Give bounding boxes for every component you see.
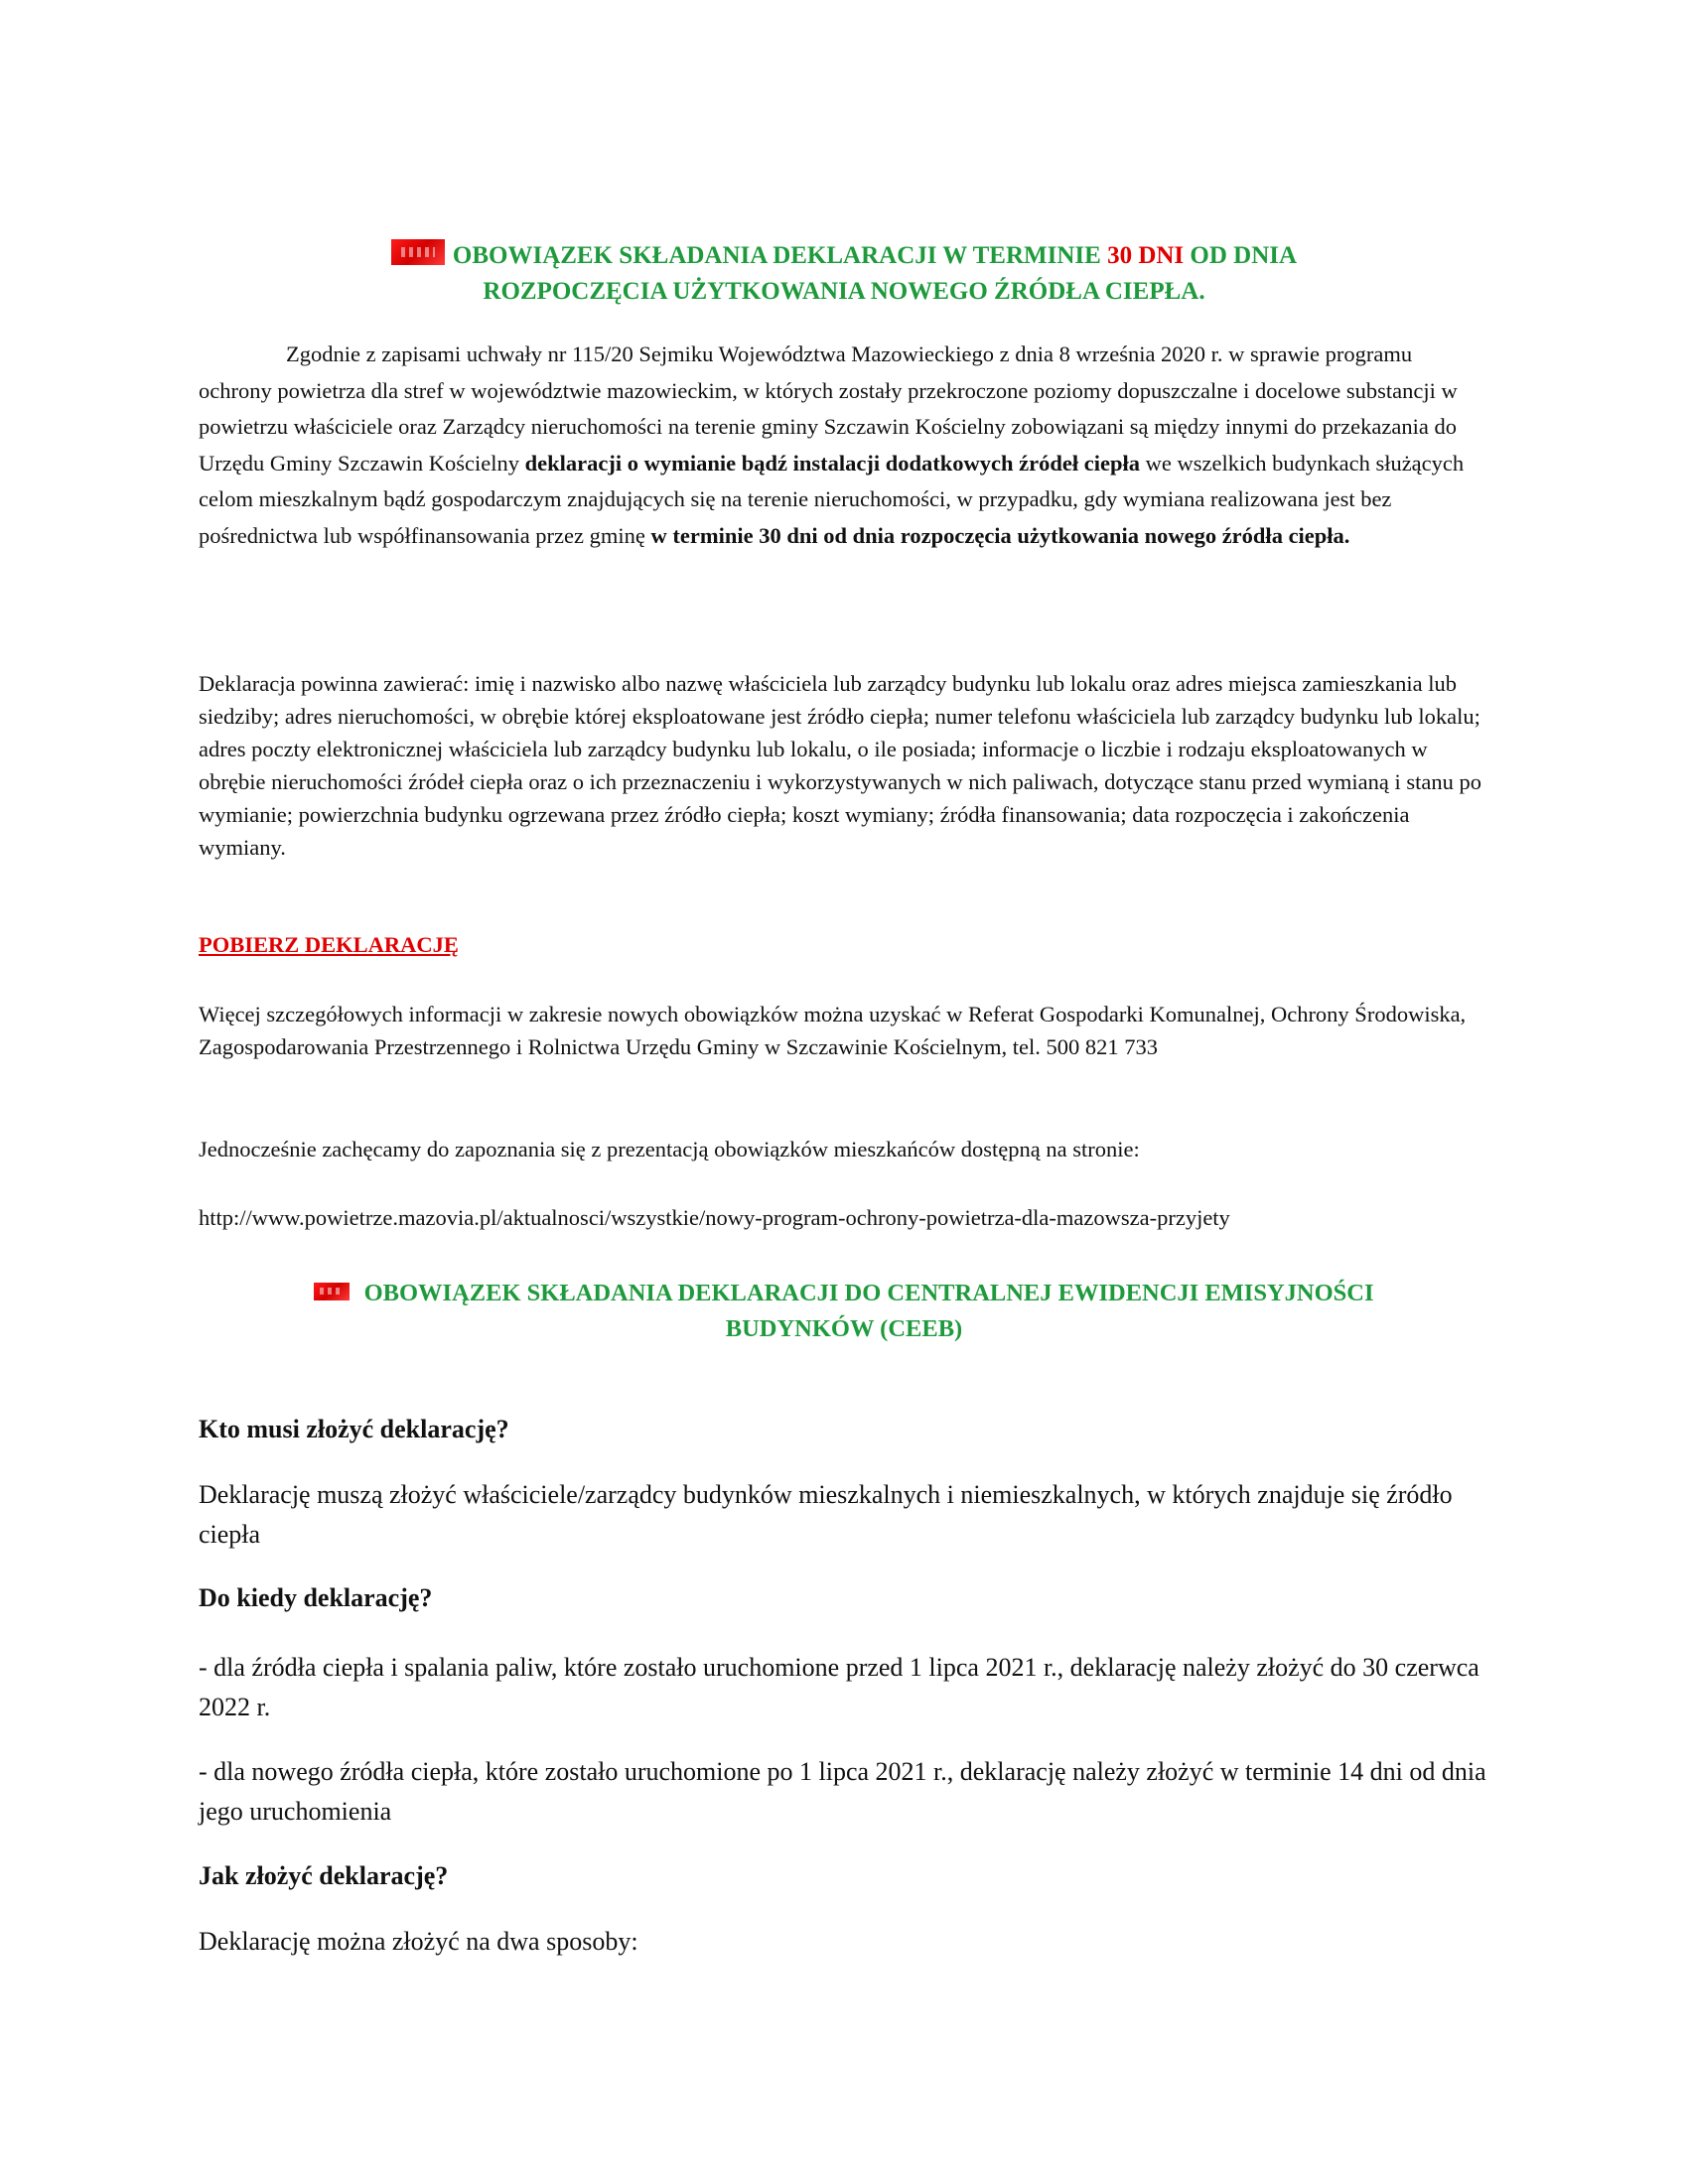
faq-answer: Deklarację można złożyć na dwa sposoby: — [199, 1927, 638, 1956]
intro-bold-2: w terminie 30 dni od dnia rozpoczęcia użytkowania nowego źródła ciepła. — [650, 522, 1350, 548]
intro-bold-1: deklaracji o wymianie bądź instalacji dodatkowych źródeł ciepła — [524, 450, 1141, 476]
heading-30-days-highlight: 30 DNI — [1107, 242, 1185, 269]
heading-30-days-line2: ROZPOCZĘCIA UŻYTKOWANIA NOWEGO ŹRÓDŁA CIEPŁA. — [483, 278, 1205, 305]
faq-question: Do kiedy deklarację? — [199, 1583, 433, 1612]
faq-question: Kto musi złożyć deklarację? — [199, 1415, 509, 1443]
heading-ceeb-line1: OBOWIĄZEK SKŁADANIA DEKLARACJI DO CENTRALNEJ EWIDENCJI EMISYJNOŚCI — [363, 1280, 1374, 1306]
polish-flag-icon — [314, 1283, 350, 1300]
presentation-url[interactable]: http://www.powietrze.mazovia.pl/aktualnosci/wszystkie/nowy-program-ochrony-powietrza-dla-mazowsza-przyjety — [199, 1205, 1230, 1230]
faq-answer: - dla nowego źródła ciepła, które zostało uruchomione po 1 lipca 2021 r., deklarację należy złożyć w terminie 14 dni od dnia jego uruchomienia — [199, 1757, 1486, 1826]
intro-text-1: Zgodnie z zapisami uchwały nr 115/20 Sejmiku Województwa Mazowieckiego z dnia 8 września 2020 r. w sprawie programu ochrony powietrza dla stref w województwie mazowieckim, w których zostały przekroczone poziomy dopuszczalne i docelowe substancji w powietrzu właściciele oraz Zarządcy nieruchomości na terenie gminy Szczawin Kościelny zobowiązani są między innymi do przekazania do Urzędu Gminy Szczawin Kościelny — [199, 341, 1458, 476]
download-declaration-link[interactable]: POBIERZ DEKLARACJĘ — [199, 932, 459, 957]
polish-flag-icon — [391, 239, 445, 265]
intro-paragraph — [199, 337, 1489, 554]
intro-text-2: we wszelkich budynkach służących celom mieszkalnym bądź gospodarczym znajdujących się na terenie nieruchomości, w przypadku, gdy wymiana realizowana jest bez pośrednictwa lub współfinansowania przez gminę — [199, 450, 1465, 548]
heading-30-days — [199, 238, 1489, 310]
faq-answer: Deklarację muszą złożyć właściciele/zarządcy budynków mieszkalnych i niemieszkalnych, w których znajduje się źródło ciepła — [199, 1480, 1453, 1549]
heading-30-days-part2: OD DNIA — [1184, 242, 1298, 269]
heading-ceeb-line2: BUDYNKÓW (CEEB) — [725, 1315, 963, 1342]
faq-answer: - dla źródła ciepła i spalania paliw, które zostało uruchomione przed 1 lipca 2021 r., deklarację należy złożyć do 30 czerwca 2022 r. — [199, 1653, 1479, 1721]
more-info-paragraph: Więcej szczegółowych informacji w zakresie nowych obowiązków można uzyskać w Referat Gospodarki Komunalnej, Ochrony Środowiska, Zagospodarowania Przestrzennego i Rolnictwa Urzędu Gminy w Szczawinie Kościelnym, tel. 500 821 733 — [199, 1002, 1467, 1059]
faq-question: Jak złożyć deklarację? — [199, 1861, 449, 1890]
heading-ceeb — [199, 1276, 1489, 1347]
heading-30-days-part1: OBOWIĄZEK SKŁADANIA DEKLARACJI W TERMINIE — [452, 242, 1108, 269]
declaration-content-paragraph: Deklaracja powinna zawierać: imię i nazwisko albo nazwę właściciela lub zarządcy budynku lub lokalu oraz adres miejsca zamieszkania lub siedziby; adres nieruchomości, w obrębie której eksploatowane jest źródło ciepła; numer telefonu właściciela lub zarządcy budynku lub lokalu; adres poczty elektronicznej właściciela lub zarządcy budynku lub lokalu, o ile posiada; informacje o liczbie i rodzaju eksploatowanych w obrębie nieruchomości źródeł ciepła oraz o ich przeznaczeniu i wykorzystywanych w nich paliwach, dotyczące stanu przed wymianą i stanu po wymianie; powierzchnia budynku ogrzewana przez źródło ciepła; koszt wymiany; źródła finansowania; data rozpoczęcia i zakończenia wymiany. — [199, 671, 1481, 860]
encourage-paragraph: Jednocześnie zachęcamy do zapoznania się z prezentacją obowiązków mieszkańców dostępną na stronie: — [199, 1137, 1140, 1161]
